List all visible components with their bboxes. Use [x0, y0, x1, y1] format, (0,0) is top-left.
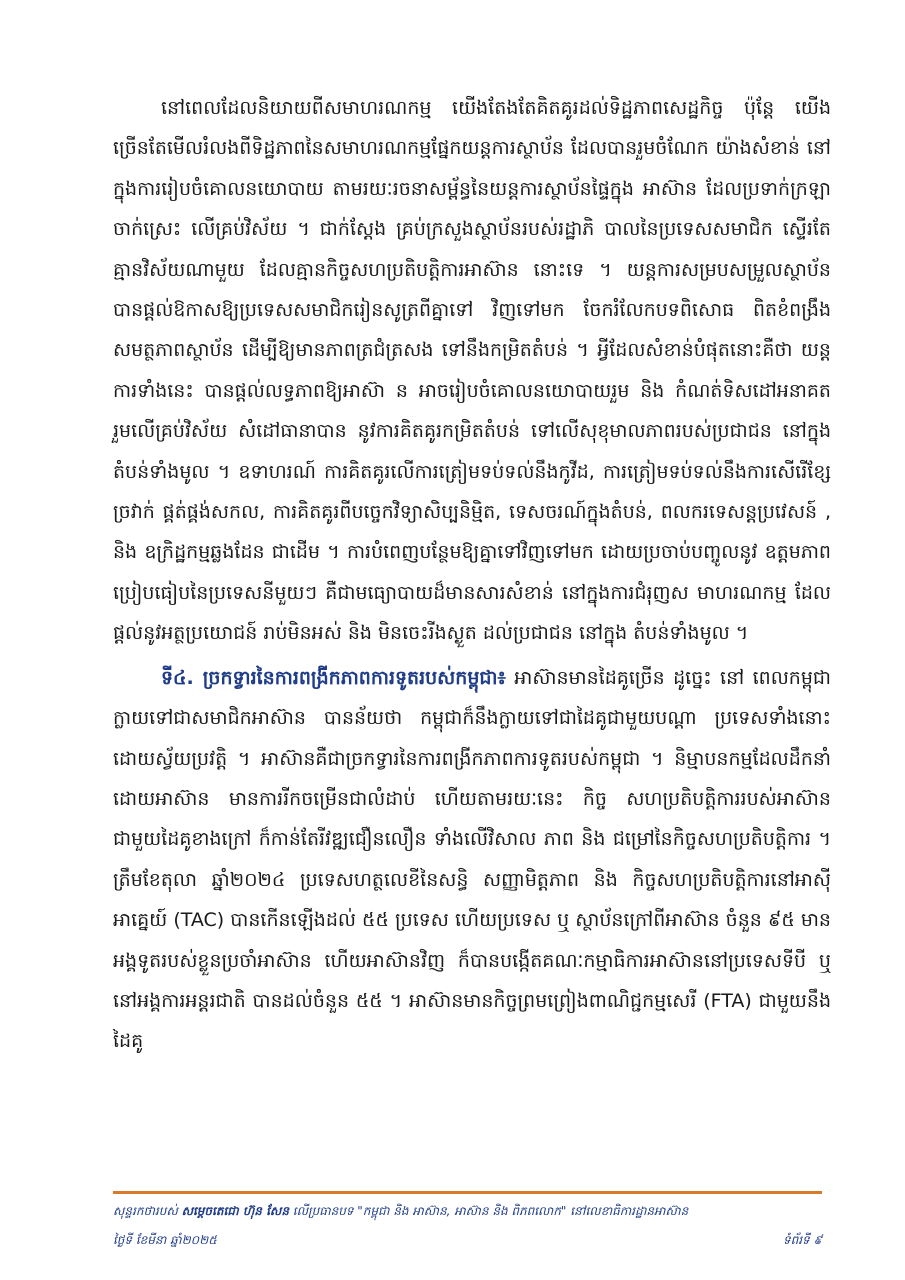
- footer-speaker: សម្ដេចតេជោ ហ៊ុន សែន: [181, 1204, 289, 1218]
- paragraph-text: អាស៊ានមានដៃគូច្រើន ដូច្នេះ នៅ ពេលកម្ពុជាក្លាយទៅជាសមាជិកអាស៊ាន បានន័យថា កម្ពុជាក៏នឹងក្លាយទៅជាដៃគូជាមួយបណ្ដា ប្រទេសទាំងនោះ ដោយស្វ័យប្រវត្តិ ។ អាស៊ានគឺជាច្រកទ្វារនៃការពង្រីកភាពការទូតរបស់កម្ពុជា ។ និម្មាបនកម្មដែលដឹកនាំដោយអាស៊ាន មានការរីកចម្រើនជាលំដាប់ ហើយតាមរយៈនេះ កិច្ច សហប្រតិបត្តិការរបស់អាស៊ាន ជាមួយដៃគូខាងក្រៅ ក៏កាន់តែរីវឌ្ឍជឿនលឿន ទាំងលើវិសាល ភាព និង ជម្រៅនៃកិច្ចសហប្រតិបត្តិការ ។ ត្រឹមខែតុលា ឆ្នាំ២០២៤ ប្រទេសហត្ថលេខីនៃសន្ធិ សញ្ញាមិត្តភាព និង កិច្ចសហប្រតិបត្តិការនៅអាស៊ីអាគ្នេយ៍ (TAC) បានកើនឡើងដល់ ៥៥ ប្រទេស ហើយប្រទេស ឬ ស្ថាប័នក្រៅពីអាស៊ាន ចំនួន ៩៥ មានអង្គទូតរបស់ខ្លួនប្រចាំអាស៊ាន ហើយអាស៊ានវិញ ក៏បានបង្កើតគណៈកម្មាធិការអាស៊ាននៅប្រទេសទីបី ឬ នៅអង្គការអន្តរជាតិ បានដល់ចំនួន ៥៥ ។ អាស៊ានមានកិច្ចព្រមព្រៀងពាណិជ្ជកម្មសេរី (FTA) ជាមួយនឹងដៃគូ: [113, 666, 832, 1053]
- footer-date: ថ្ងៃទី ខែមីនា ឆ្នាំ២០២៥: [113, 1233, 217, 1247]
- footer-meta: [113, 1232, 822, 1250]
- paragraph-text: នៅពេលដែលនិយាយពីសមាហរណកម្ម យើងតែងតែគិតគូរដល់ទិដ្ឋភាពសេដ្ឋកិច្ច ប៉ុន្តែ យើងច្រើនតែមើលរំលងពីទិដ្ឋភាពនៃសមាហរណកម្មផ្នែកយន្តការស្ថាប័ន ដែលបានរួមចំណែក យ៉ាងសំខាន់ នៅក្នុងការរៀបចំគោលនយោបាយ តាមរយៈរចនាសម្ព័ន្ធនៃយន្តការស្ថាប័នផ្ទៃក្នុង អាស៊ាន ដែលប្រទាក់ក្រឡាចាក់ស្រេះ លើគ្រប់វិស័យ ។ ជាក់ស្ដែង គ្រប់ក្រសួងស្ថាប័នរបស់រដ្ឋាភិ បាលនៃប្រទេសសមាជិក ស្ទើរតែគ្មានវិស័យណាមួយ ដែលគ្មានកិច្ចសហប្រតិបត្តិការអាស៊ាន នោះទេ ។ យន្តការសម្របសម្រួលស្ថាប័ន បានផ្ដល់ឱកាសឱ្យប្រទេសសមាជិករៀនសូត្រពីគ្នាទៅ វិញទៅមក ចែករំលែកបទពិសោធ ពិតខំពង្រឹងសមត្ថភាពស្ថាប័ន ដើម្បីឱ្យមានភាពត្រជំត្រសង ទៅនឹងកម្រិតតំបន់ ។ អ្វីដែលសំខាន់បំផុតនោះគឺថា យន្តការទាំងនេះ បានផ្ដល់លទ្ធភាពឱ្យអាស៊ា ន អាចរៀបចំគោលនយោបាយរួម និង កំណត់ទិសដៅអនាគតរួមលើគ្រប់វិស័យ សំដៅធានាបាន នូវការគិតគូរកម្រិតតំបន់ ទៅលើសុខុមាលភាពរបស់ប្រជាជន នៅក្នុងតំបន់ទាំងមូល ។ ឧទាហរណ៍ ការគិតគូរលើការត្រៀមទប់ទល់នឹងកូវីដ, ការត្រៀមទប់ទល់នឹងការសើរើខ្សែច្រវាក់ ផ្គត់ផ្គង់សកល, ការគិតគូរពីបច្ចេកវិទ្យាសិប្បនិម្មិត, ទេសចរណ៍ក្នុងតំបន់, ពលករទេសន្តប្រវេសន៍ , និង ឧក្រិដ្ឋកម្មឆ្លងដែន ជាដើម ។ ការបំពេញបន្ថែមឱ្យគ្នាទៅវិញទៅមក ដោយប្រចាប់បញ្ចូលនូវ ឧត្តមភាពប្រៀបធៀបនៃប្រទេសនីមួយៗ គឺជាមធ្យោបាយដ៏មានសារសំខាន់ នៅក្នុងការជំរុញស មាហរណកម្ម ដែលផ្ដល់នូវអត្ថប្រយោជន៍ រាប់មិនអស់ និង មិនចេះរីងស្ងួត ដល់ប្រជាជន នៅក្នុង តំបន់ទាំងមូល ។: [113, 97, 831, 645]
- paragraph-integration: [113, 88, 831, 654]
- page-number: ទំព័រទី ៩: [783, 1233, 822, 1247]
- section-heading: ទី៤. ច្រកទ្វារនៃការពង្រីកភាពការទូតរបស់កម្ពុជា៖: [161, 666, 506, 689]
- footer-suffix: លើប្រធានបទ "កម្ពុជា និង អាស៊ាន, អាស៊ាន និង ពិភពលោក" នៅលេខាធិការដ្ឋានអាស៊ាន: [288, 1204, 689, 1218]
- footer-prefix: សុន្ទរកថារបស់: [113, 1204, 182, 1218]
- paragraph-diplomacy-gateway: [113, 658, 831, 1062]
- body-text: [113, 88, 831, 1062]
- footer-divider: [113, 1191, 822, 1194]
- footer-speech-caption: [113, 1203, 833, 1221]
